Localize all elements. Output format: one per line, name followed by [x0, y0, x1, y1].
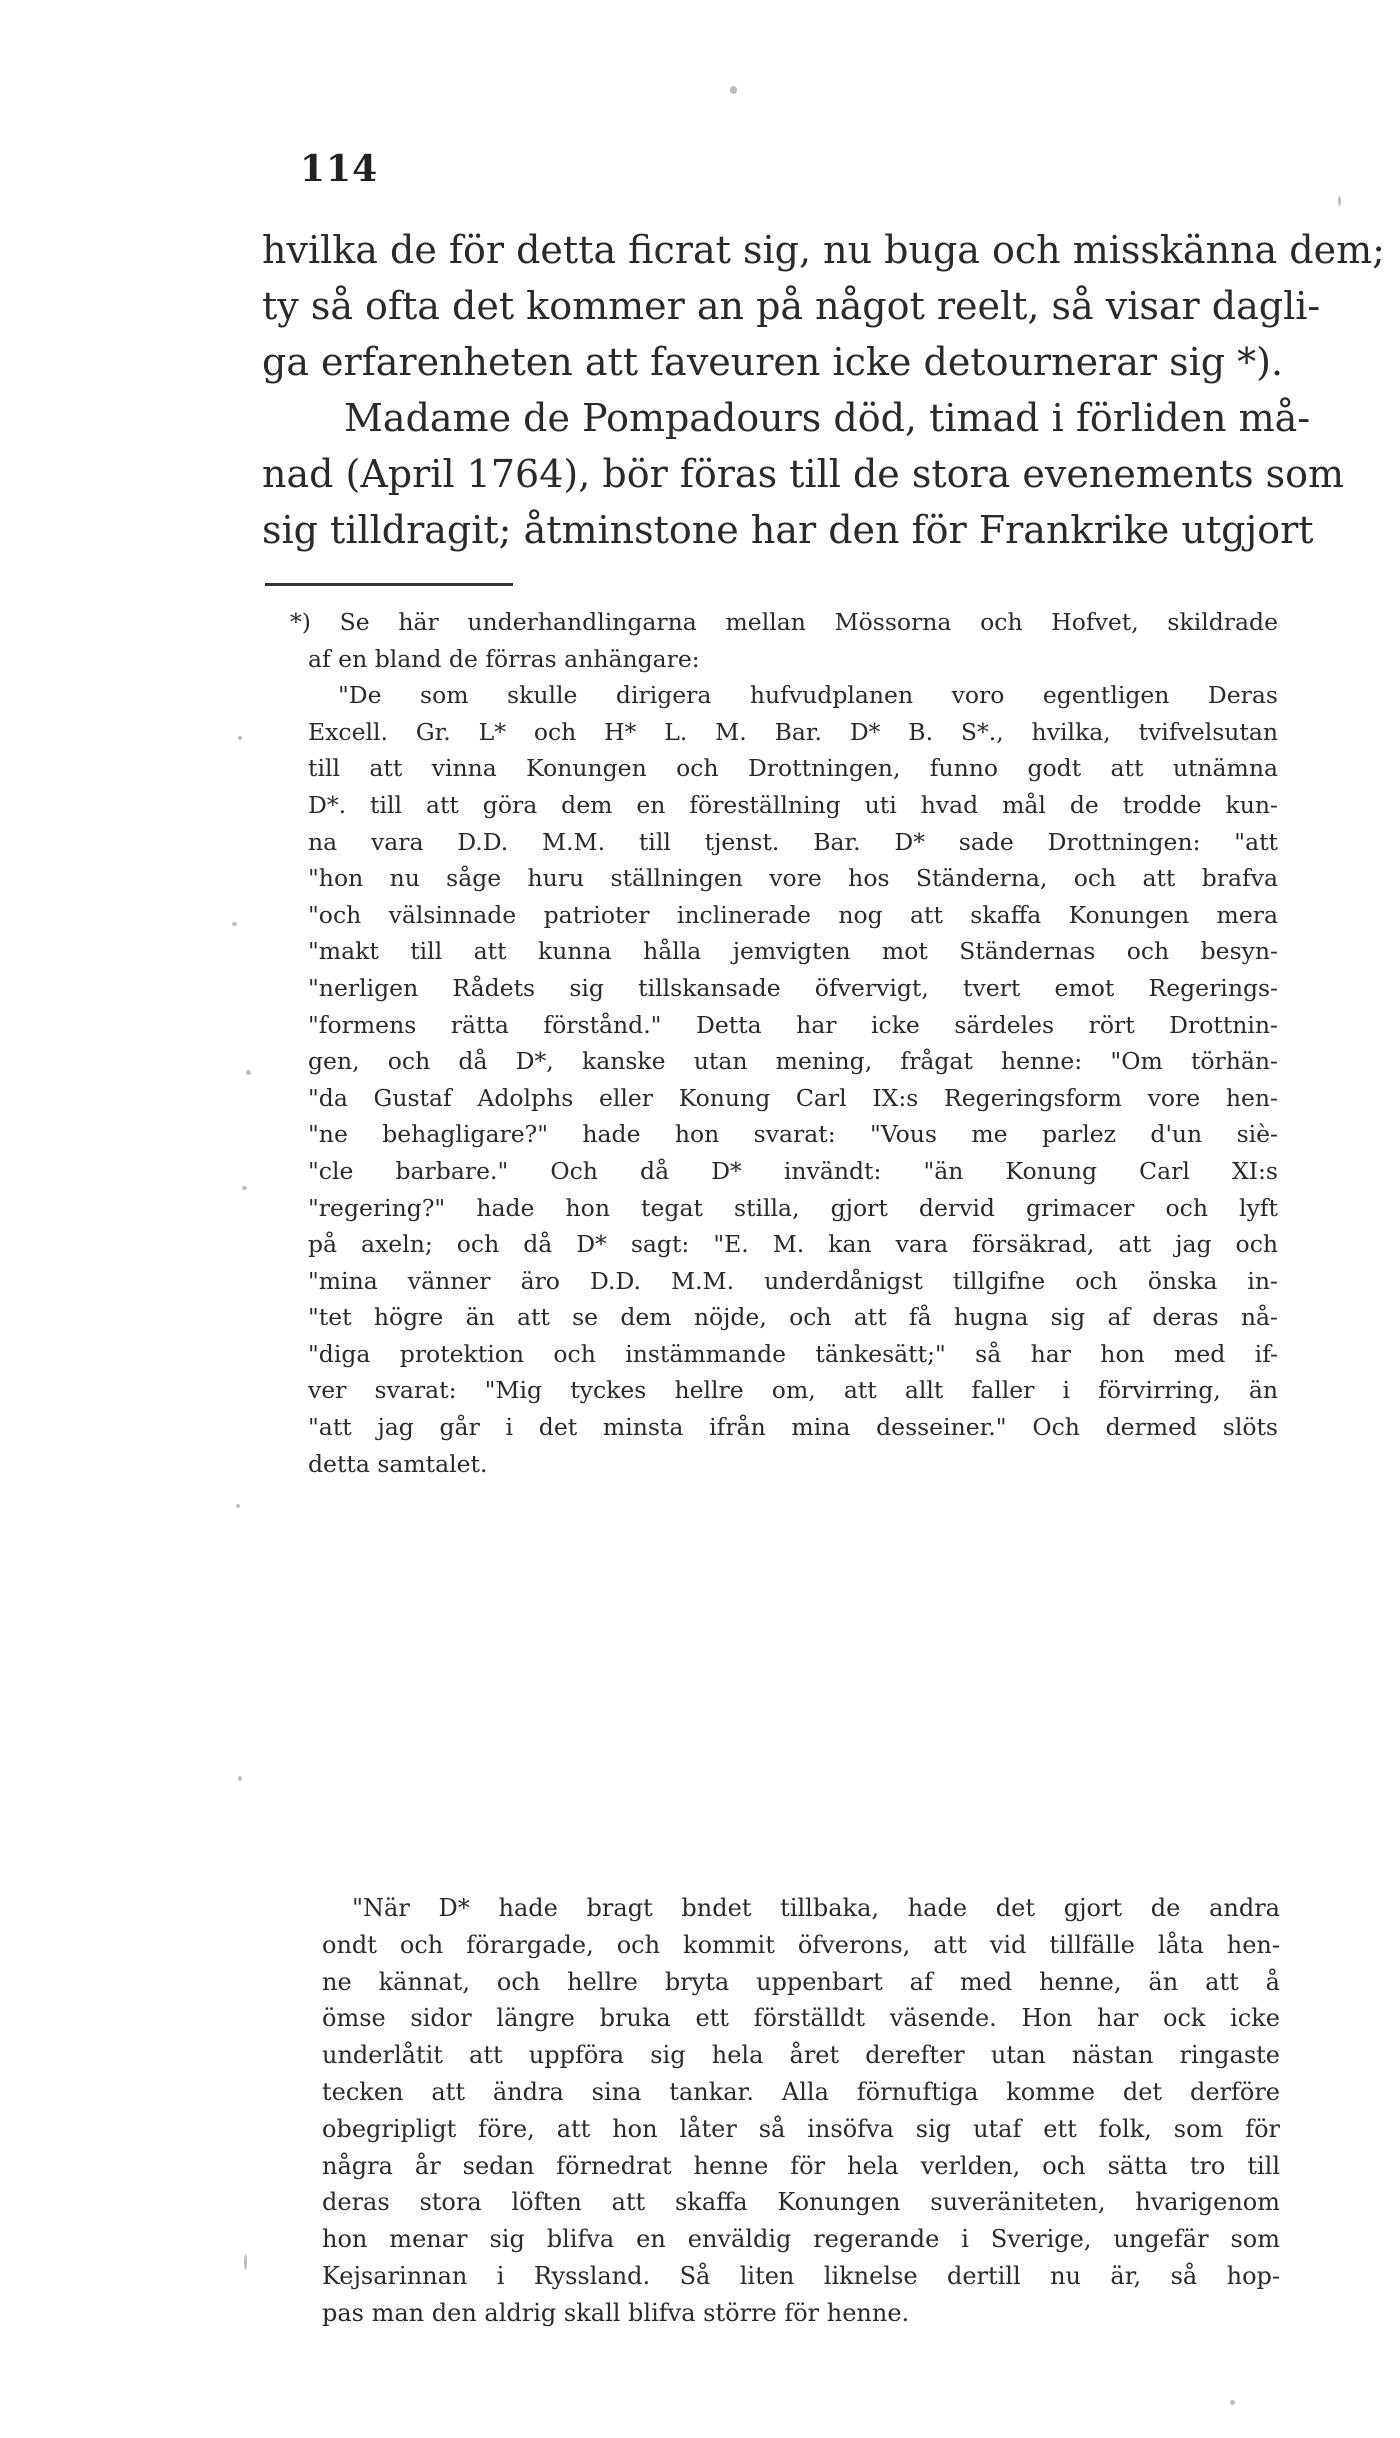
footnote-line: af en bland de förras anhängare:	[308, 644, 700, 673]
scan-speck	[1338, 196, 1341, 206]
continuation-line: deras stora löften att skaffa Konungen suveräniteten, hvarigenom	[322, 2188, 1280, 2217]
continuation-line: hon menar sig blifva en enväldig regerande i Sverige, ungefär som	[322, 2225, 1280, 2254]
footnote-line: detta samtalet.	[308, 1449, 488, 1478]
footnote-line: D*. till att göra dem en föreställning uti hvad mål de trodde kun-	[308, 790, 1278, 819]
main-text-block	[262, 222, 1385, 558]
continuation-line: "När D* hade bragt bndet tillbaka, hade det gjort de andra	[352, 1894, 1280, 1922]
footnote-line: "makt till att kunna hålla jemvigten mot Ständernas och besyn-	[308, 937, 1278, 966]
footnote-line: "formens rätta förstånd." Detta har icke särdeles rört Drottnin-	[308, 1010, 1278, 1039]
scan-speck	[246, 1070, 251, 1075]
footnote-line: "och välsinnade patrioter inclinerade nog att skaffa Konungen mera	[308, 900, 1278, 929]
continuation-block	[322, 1890, 1280, 2332]
text-line: nad (April 1764), bör föras till de stora evenements som	[262, 452, 1345, 496]
footnote-line: "diga protektion och instämmande tänkesätt;" så har hon med if-	[308, 1339, 1278, 1368]
footnote-line: Excell. Gr. L* och H* L. M. Bar. D* B. S*., hvilka, tvifvelsutan	[308, 717, 1278, 746]
footnote-block	[290, 604, 1278, 1482]
footnote-line: "regering?" hade hon tegat stilla, gjort dervid grimacer och lyft	[308, 1193, 1278, 1222]
footnote-line: gen, och då D*, kanske utan mening, frågat henne: "Om törhän-	[308, 1047, 1278, 1076]
footnote-line: "mina vänner äro D.D. M.M. underdånigst tillgifne och önska in-	[308, 1266, 1278, 1295]
continuation-line: några år sedan förnedrat henne för hela verlden, och sätta tro till	[322, 2151, 1280, 2180]
continuation-line: ondt och förargade, och kommit öfverons, att vid tillfälle låta hen-	[322, 1930, 1280, 1959]
footnote-divider	[265, 583, 513, 586]
footnote-line: *) Se här underhandlingarna mellan Mössorna och Hofvet, skildrade	[290, 608, 1278, 636]
footnote-line: "da Gustaf Adolphs eller Konung Carl IX:s Regeringsform vore hen-	[308, 1083, 1278, 1112]
continuation-line: ne kännat, och hellre bryta uppenbart af med henne, än att å	[322, 1967, 1280, 1996]
scan-speck	[242, 1186, 247, 1190]
text-line: ty så ofta det kommer an på något reelt, så visar dagli-	[262, 284, 1321, 328]
footnote-line: "hon nu såge huru ställningen vore hos Ständerna, och att brafva	[308, 864, 1278, 893]
footnote-line: "nerligen Rådets sig tillskansade öfvervigt, tvert emot Regerings-	[308, 973, 1278, 1002]
continuation-line: pas man den aldrig skall blifva större för henne.	[322, 2298, 910, 2327]
text-line: Madame de Pompadours död, timad i förliden må-	[344, 396, 1311, 440]
page-number: 114	[300, 148, 379, 190]
footnote-line: "cle barbare." Och då D* invändt: "än Konung Carl XI:s	[308, 1156, 1278, 1185]
scan-speck	[730, 86, 737, 94]
footnote-line: "De som skulle dirigera hufvudplanen voro egentligen Deras	[338, 681, 1278, 710]
footnote-line: na vara D.D. M.M. till tjenst. Bar. D* sade Drottningen: "att	[308, 827, 1278, 856]
text-line: ga erfarenheten att faveuren icke detournerar sig *).	[262, 340, 1284, 384]
scan-speck	[1230, 2400, 1235, 2405]
footnote-line: till att vinna Konungen och Drottningen, funno godt att utnämna	[308, 754, 1278, 783]
scan-speck	[232, 922, 237, 926]
footnote-line: ver svarat: "Mig tyckes hellre om, att allt faller i förvirring, än	[308, 1376, 1278, 1405]
continuation-line: obegripligt före, att hon låter så insöfva sig utaf ett folk, som för	[322, 2114, 1280, 2143]
continuation-line: ömse sidor längre bruka ett förställdt väsende. Hon har ock icke	[322, 2004, 1280, 2033]
continuation-line: tecken att ändra sina tankar. Alla förnuftiga komme det derföre	[322, 2077, 1280, 2106]
continuation-line: underlåtit att uppföra sig hela året derefter utan nästan ringaste	[322, 2041, 1280, 2070]
scan-speck	[236, 1504, 240, 1508]
footnote-line: på axeln; och då D* sagt: "E. M. kan vara försäkrad, att jag och	[308, 1230, 1278, 1259]
scan-speck	[244, 2254, 247, 2270]
footnote-line: "tet högre än att se dem nöjde, och att få hugna sig af deras nå-	[308, 1303, 1278, 1332]
scan-speck	[238, 736, 242, 740]
scan-speck	[238, 1776, 242, 1781]
text-line: hvilka de för detta ficrat sig, nu buga och misskänna dem;	[262, 228, 1385, 272]
footnote-line: "att jag går i det minsta ifrån mina desseiner." Och dermed slöts	[308, 1413, 1278, 1442]
text-line: sig tilldragit; åtminstone har den för Frankrike utgjort	[262, 508, 1314, 552]
continuation-line: Kejsarinnan i Ryssland. Så liten liknelse dertill nu är, så hop-	[322, 2261, 1280, 2290]
footnote-line: "ne behagligare?" hade hon svarat: "Vous me parlez d'un siè-	[308, 1120, 1278, 1149]
